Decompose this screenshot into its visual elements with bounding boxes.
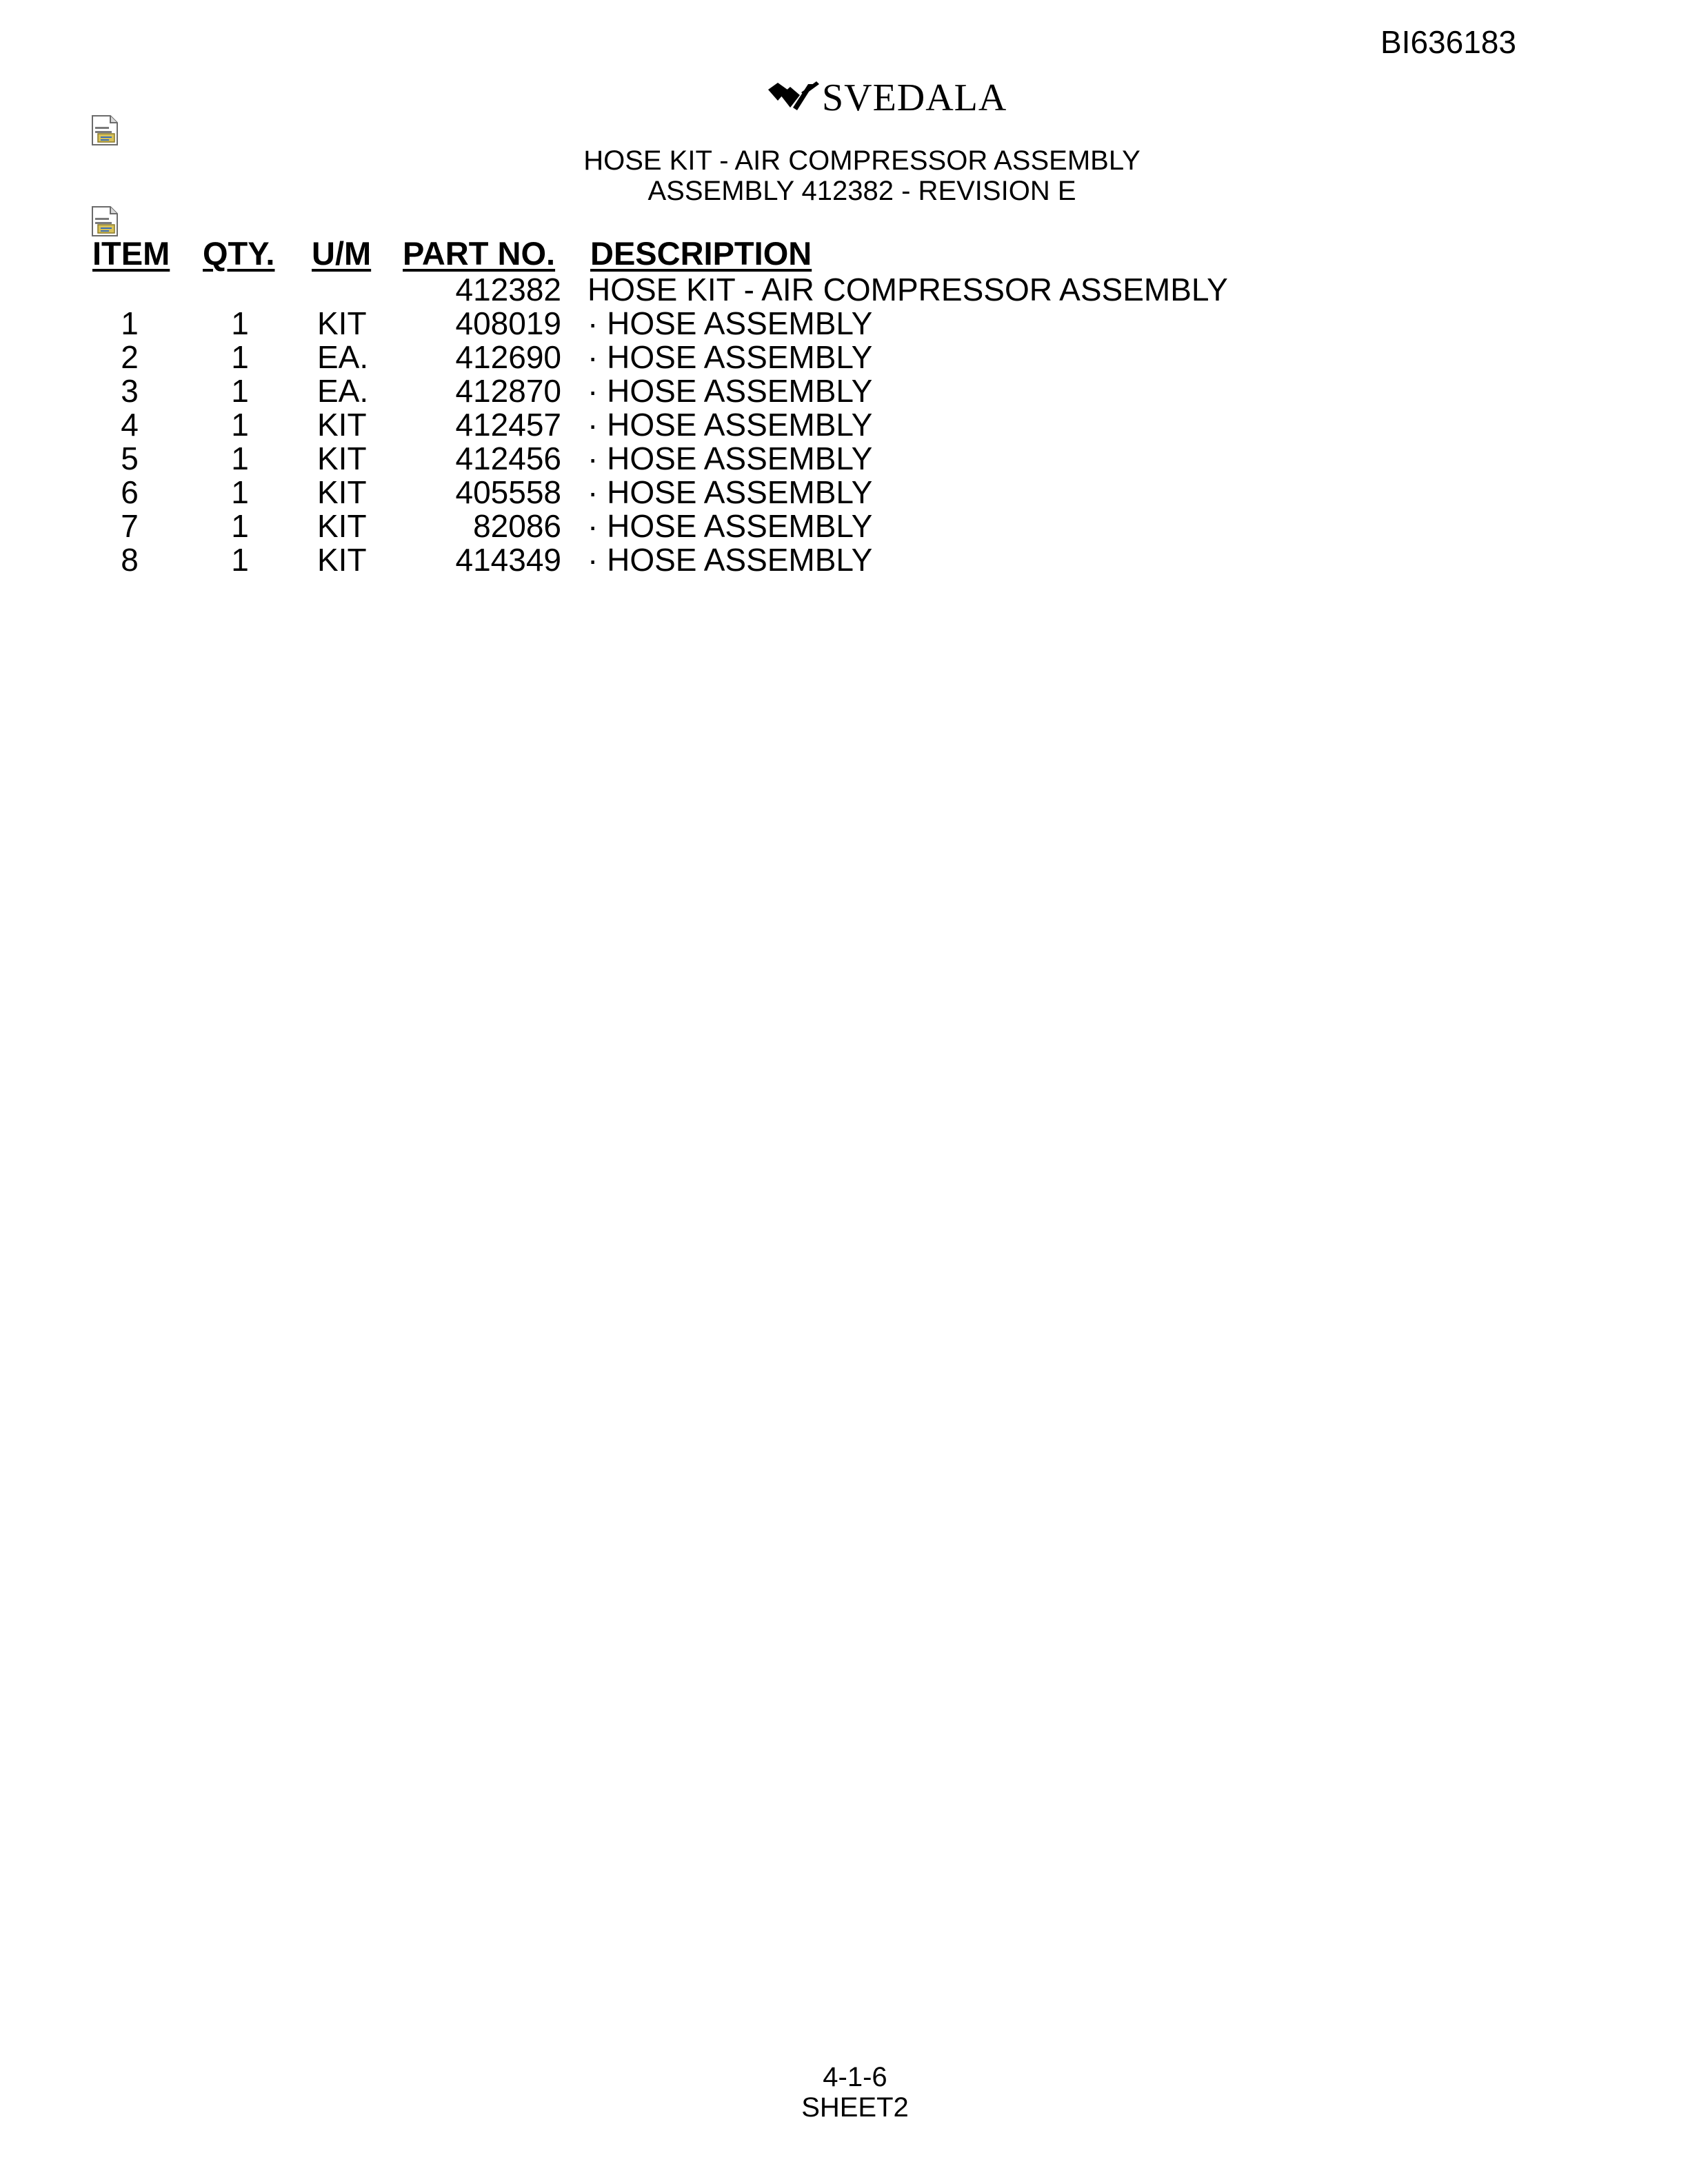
embedded-document-icon[interactable] <box>91 114 119 146</box>
document-subtitle: ASSEMBLY 412382 - REVISION E <box>647 176 1076 206</box>
description-cell: · HOSE ASSEMBLY <box>587 441 873 476</box>
description-cell: · HOSE ASSEMBLY <box>587 305 873 341</box>
description-cell: HOSE KIT - AIR COMPRESSOR ASSEMBLY <box>587 272 1228 307</box>
table-row <box>0 273 1688 307</box>
item-cell: 4 <box>121 407 139 443</box>
item-cell: 7 <box>121 508 139 544</box>
um-cell: KIT <box>317 508 367 544</box>
embedded-document-icon[interactable] <box>91 205 119 237</box>
column-header-item: ITEM <box>92 235 170 272</box>
um-cell: EA. <box>317 373 369 409</box>
table-row <box>0 476 1688 509</box>
part-no-cell: 412382 <box>455 272 561 307</box>
table-row <box>0 543 1688 577</box>
qty-cell: 1 <box>231 407 249 443</box>
description-cell: · HOSE ASSEMBLY <box>587 407 873 443</box>
qty-cell: 1 <box>231 508 249 544</box>
description-cell: · HOSE ASSEMBLY <box>587 508 873 544</box>
item-cell: 1 <box>121 305 139 341</box>
part-no-cell: 412870 <box>455 373 561 409</box>
table-row <box>0 509 1688 543</box>
column-header-part-no: PART NO. <box>403 235 556 272</box>
part-no-cell: 412456 <box>455 441 561 476</box>
description-cell: · HOSE ASSEMBLY <box>587 339 873 375</box>
item-cell: 3 <box>121 373 139 409</box>
brand-name: SVEDALA <box>822 77 1007 119</box>
column-header-description: DESCRIPTION <box>590 235 812 272</box>
um-cell: KIT <box>317 407 367 443</box>
qty-cell: 1 <box>231 305 249 341</box>
table-row <box>0 374 1688 408</box>
table-row <box>0 307 1688 341</box>
item-cell: 6 <box>121 474 139 510</box>
part-no-cell: 405558 <box>455 474 561 510</box>
document-title: HOSE KIT - AIR COMPRESSOR ASSEMBLY <box>583 145 1141 176</box>
part-no-cell: 412457 <box>455 407 561 443</box>
qty-cell: 1 <box>231 542 249 578</box>
description-cell: · HOSE ASSEMBLY <box>587 474 873 510</box>
um-cell: KIT <box>317 441 367 476</box>
page-number: 4-1-6 <box>823 2062 887 2092</box>
item-cell: 5 <box>121 441 139 476</box>
svedala-diamond-logo-icon <box>765 80 821 116</box>
um-cell: KIT <box>317 305 367 341</box>
part-no-cell: 414349 <box>455 542 561 578</box>
um-cell: EA. <box>317 339 369 375</box>
item-cell: 2 <box>121 339 139 375</box>
sheet-label: SHEET2 <box>801 2092 909 2123</box>
qty-cell: 1 <box>231 441 249 476</box>
qty-cell: 1 <box>231 373 249 409</box>
svedala-logo <box>765 74 1007 123</box>
document-id: BI636183 <box>1380 24 1516 60</box>
um-cell: KIT <box>317 474 367 510</box>
parts-table-header <box>0 234 1688 273</box>
part-no-cell: 82086 <box>473 508 561 544</box>
table-row <box>0 408 1688 442</box>
um-cell: KIT <box>317 542 367 578</box>
qty-cell: 1 <box>231 474 249 510</box>
parts-table <box>0 234 1688 577</box>
part-no-cell: 408019 <box>455 305 561 341</box>
item-cell: 8 <box>121 542 139 578</box>
table-row <box>0 341 1688 374</box>
column-header-um: U/M <box>312 235 372 272</box>
table-row <box>0 442 1688 476</box>
description-cell: · HOSE ASSEMBLY <box>587 542 873 578</box>
description-cell: · HOSE ASSEMBLY <box>587 373 873 409</box>
column-header-qty: QTY. <box>203 235 275 272</box>
part-no-cell: 412690 <box>455 339 561 375</box>
qty-cell: 1 <box>231 339 249 375</box>
